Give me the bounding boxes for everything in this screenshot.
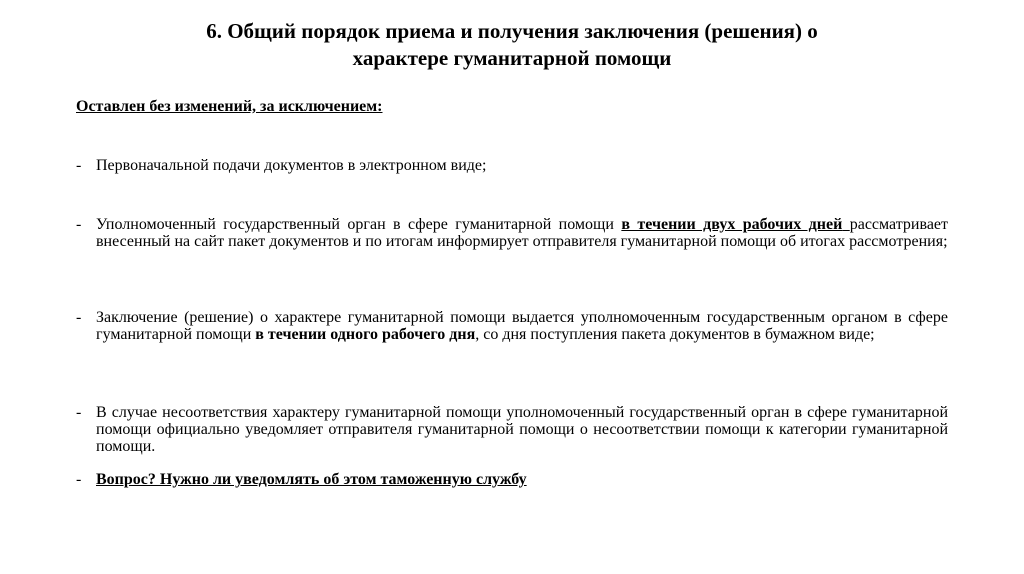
page-title [100,18,924,72]
list-dash: - [76,309,82,326]
list-item-text: Первоначальной подачи документов в электронном виде; [96,157,487,174]
list-item [76,157,948,174]
list-item [76,309,948,343]
list-item-text-part: , со дня поступления пакета документов в бумажном виде; [475,326,875,343]
section-subtitle: Оставлен без изменений, за исключением: [76,98,383,115]
list-dash: - [76,404,82,421]
list-item [76,404,948,455]
list-dash: - [76,471,82,488]
list-item-text-part: Заключение (решение) о характере гуманитарной помощи выдается уполномоченным государственным органом в сфере гуманитарной помощи [96,309,948,343]
list-item [76,471,948,488]
list-dash: - [76,157,82,174]
list-item-text: В случае несоответствия характеру гуманитарной помощи уполномоченный государственный орган в сфере гуманитарной помощи официально уведомляет отправителя гуманитарной помощи о несоответствии помощи к категории гуманитарной помощи. [96,404,948,455]
question-text: Вопрос? Нужно ли уведомлять об этом таможенную службу [96,471,527,488]
list-item-text-part: рассматривает внесенный на сайт пакет документов и по итогам информирует отправителя гуманитарной помощи об итогах рассмотрения; [96,216,949,250]
list-item-text-part: Уполномоченный государственный орган в сфере гуманитарной помощи [96,216,622,233]
page-title-line2: характере гуманитарной помощи [352,46,672,70]
page-title-line1: 6. Общий порядок приема и получения заключения (решения) о [206,19,818,43]
list-item [76,216,948,250]
list-item-underlined-space [842,216,849,233]
list-item-text [96,309,948,343]
list-item-text [96,216,948,250]
list-item-emphasis: в течении двух рабочих дней [621,216,843,233]
list-item-emphasis: в течении одного рабочего дня [255,326,476,343]
list-dash: - [76,216,82,233]
